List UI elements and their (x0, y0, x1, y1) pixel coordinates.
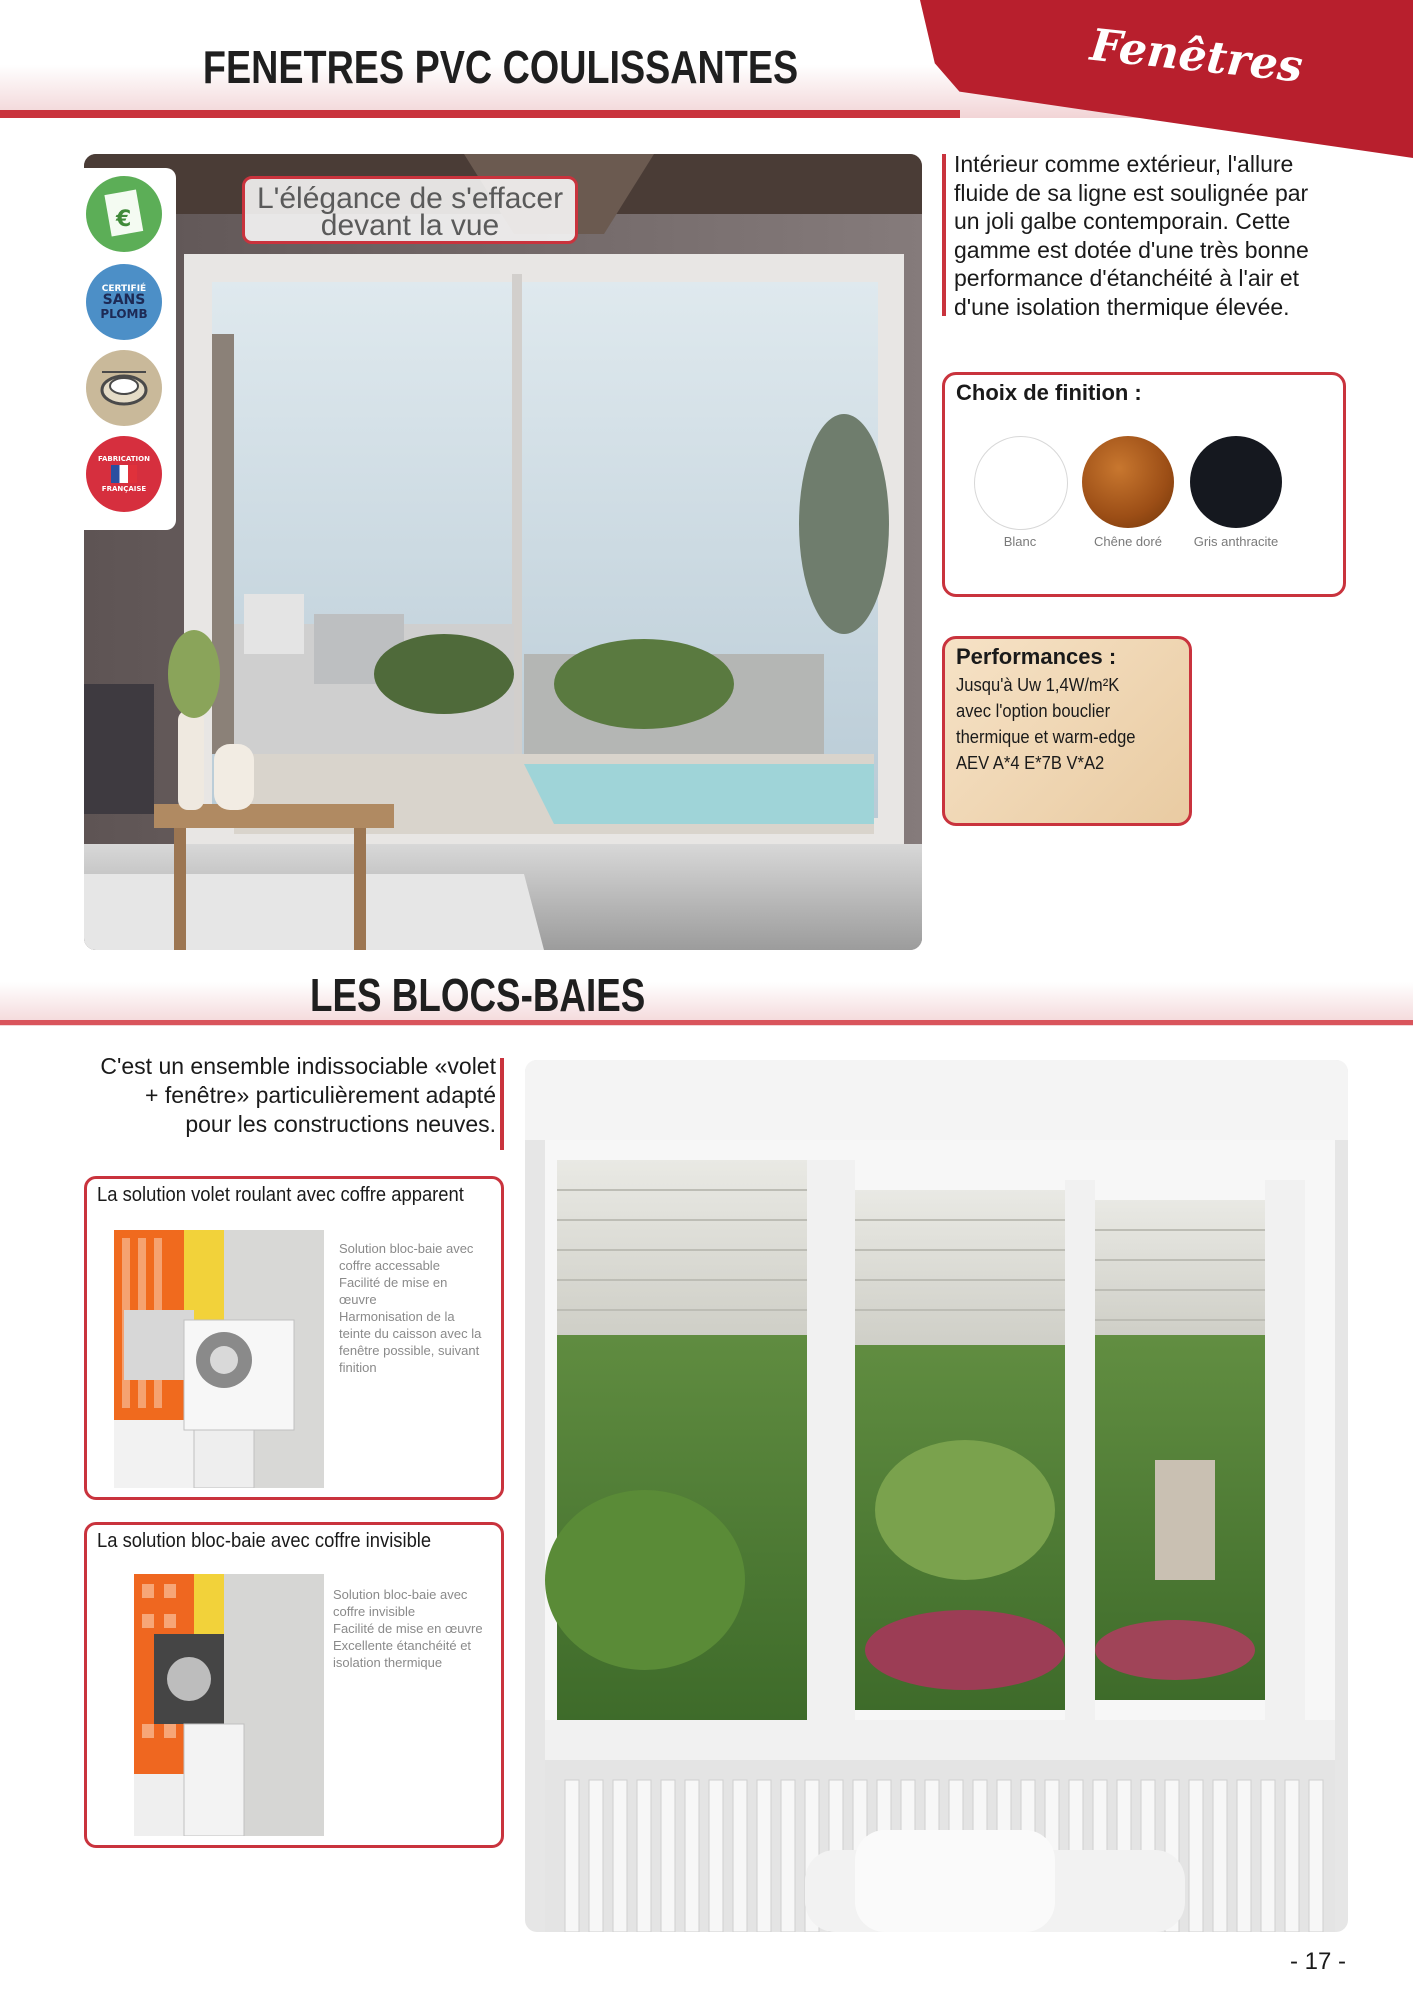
bloc-baie-window-photo (525, 1060, 1348, 1932)
brand-tab-label: Fenêtres (1087, 19, 1306, 93)
desc-line: coffre invisible (333, 1604, 416, 1619)
badge-text-sans: SANS (102, 291, 146, 308)
performance-line1: Jusqu'à Uw 1,4W/m²K (956, 675, 1120, 695)
svg-text:€: € (116, 207, 132, 232)
desc-line: Solution bloc-baie avec (333, 1587, 468, 1602)
desc-line: teinte du caisson avec la (339, 1326, 482, 1341)
performance-text (956, 672, 1168, 776)
performance-title: Performances : (956, 644, 1117, 669)
badge-text-francaise: FRANÇAISE (101, 485, 147, 493)
swatch-label-blanc: Blanc (1003, 534, 1037, 549)
solution-card-apparent-desc (339, 1240, 499, 1376)
desc-line: Excellente étanchéité et (333, 1638, 472, 1653)
desc-line: œuvre (339, 1292, 377, 1307)
swatch-label-gris-anthracite: Gris anthracite (1193, 534, 1279, 549)
header-rule (0, 110, 960, 118)
desc-line: Facilité de mise en œuvre (333, 1621, 483, 1636)
section-intro-line1: C'est un ensemble indissociable «volet (100, 1053, 496, 1079)
desc-line: isolation thermique (333, 1655, 443, 1670)
certifie-sans-plomb-icon (86, 264, 162, 340)
performance-line3: thermique et warm-edge (956, 727, 1136, 747)
section-title: LES BLOCS-BAIES (310, 969, 646, 1021)
badge-text-certifie: CERTIFIÉ (101, 283, 147, 294)
badge-text-plomb: PLOMB (100, 306, 148, 321)
fabrication-francaise-icon (86, 436, 162, 512)
badge-text-fabrication: FABRICATION (98, 455, 150, 463)
solution-card-invisible-title: La solution bloc-baie avec coffre invisible (97, 1530, 432, 1552)
section-intro-accent-bar (500, 1058, 504, 1150)
solution-card-apparent-title: La solution volet roulant avec coffre apparent (97, 1184, 464, 1206)
section-intro-line3: pour les constructions neuves. (185, 1111, 496, 1137)
performance-line2: avec l'option bouclier (956, 701, 1111, 721)
performance-line4: AEV A*4 E*7B V*A2 (956, 753, 1105, 773)
desc-line: Solution bloc-baie avec (339, 1241, 474, 1256)
desc-line: fenêtre possible, suivant (339, 1343, 480, 1358)
section-intro (70, 1052, 496, 1139)
solution-card-invisible-desc (333, 1586, 503, 1671)
section-rule (0, 1020, 1413, 1025)
tagline-line1: L'élégance de s'effacer (256, 182, 564, 215)
page-number: - 17 - (1290, 1948, 1347, 1975)
swatch-chene-dore (1082, 436, 1174, 528)
swatch-gris-anthracite (1190, 436, 1282, 528)
measuring-tape-icon (86, 350, 162, 426)
swatch-label-chene-dore: Chêne doré (1094, 534, 1162, 549)
finish-title: Choix de finition : (956, 380, 1142, 405)
tagline-line2: devant la vue (320, 209, 500, 242)
brand-tab (920, 0, 1413, 158)
page-title: FENETRES PVC COULISSANTES (202, 41, 799, 93)
euro-document-icon (86, 176, 162, 252)
intro-paragraph: Intérieur comme extérieur, l'allure fluide de sa ligne est soulignée par un joli galbe contemporain. Cette gamme est dotée d'une très bonne performance d'étanchéité à l'air et d'une isolation thermique élevée. (954, 151, 1309, 320)
coffre-apparent-diagram (114, 1230, 324, 1488)
sliding-window-photo (84, 154, 922, 950)
intro-accent-bar (942, 154, 946, 316)
desc-line: Harmonisation de la (339, 1309, 455, 1324)
desc-line: finition (339, 1360, 377, 1375)
desc-line: coffre accessable (339, 1258, 440, 1273)
coffre-invisible-diagram (134, 1574, 324, 1836)
tagline-box (242, 176, 578, 244)
swatch-blanc (974, 436, 1068, 530)
section-intro-line2: + fenêtre» particulièrement adapté (145, 1082, 496, 1108)
desc-line: Facilité de mise en (339, 1275, 448, 1290)
french-flag-icon (111, 465, 137, 483)
